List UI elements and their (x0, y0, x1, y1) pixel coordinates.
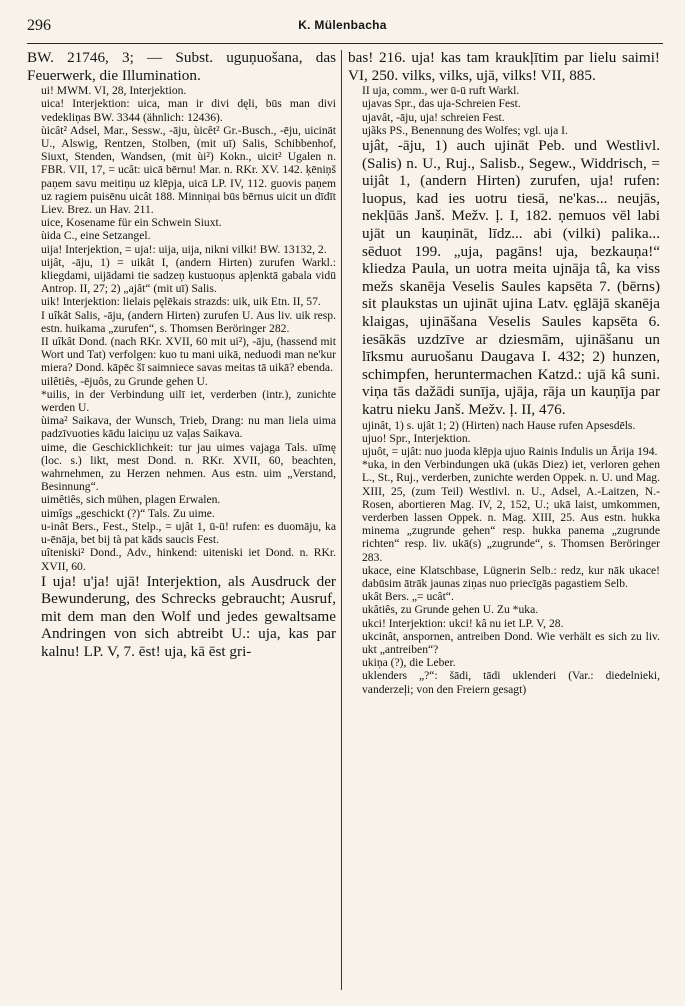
dictionary-entry: ùima² Saikava, der Wunsch, Trieb, Drang: nu man liela uima padzīvuoties kādu laiciņu uz vaļas Saikava. (41, 414, 336, 441)
right-column (348, 49, 660, 999)
dictionary-entry: BW. 21746, 3; — Subst. uguņuošana, das Feuerwerk, die Illumination. (27, 49, 336, 84)
dictionary-entry: *uka, in den Verbindungen ukā (ukās Diez) iet, verloren gehen L., St., Ruj., verderben, zunichte werden Oppek. n. U. und Mag. XIII, 25, (zum Teil) Westlivl. n. U., Adsel, A.-Laitzen, N.-Rosen, abortieren Mag. IV, 2, 152, U.; ukā laist, umkommen, verderben lassen Oppek. n. Mag. XIII, 25. Aus estn. hukka minema „zugrunde gehen“ resp. hukka panema „zugrunde richten“ resp. liv. ukā(s) „zugrunde“, s. Thomsen Beröringer 283. (362, 458, 660, 564)
dictionary-entry: ujuôt, = ujât: nuo juoda klēpja ujuo Rainis Indulis un Ārija 194. (362, 444, 658, 458)
dictionary-entry: uice, Kosename für ein Schwein Siuxt. (41, 216, 222, 230)
dictionary-entry: ukiņa (?), die Leber. (362, 656, 456, 670)
dictionary-entry: uijât, -āju, 1) = uikât I, (andern Hirten) zurufen Warkl.: kliegdami, uijādami tie sadzeņ kustuoņus apļenktā gabala vidū Antrop. II, 27; 2) „ajât“ (mit uī) Salis. (41, 255, 336, 296)
dictionary-entry: ujinât, 1) s. ujât 1; 2) (Hirten) nach Hause rufen Apsesdēls. (362, 418, 636, 432)
dictionary-entry: uimêtiês, sich mühen, plagen Erwalen. (41, 493, 221, 507)
dictionary-entry: ukace, eine Klatschbase, Lügnerin Selb.: redz, kur nāk ukace! dabūsim ātrāk jaunas ziņas nuo priecīgās pagastiem Selb. (362, 563, 660, 590)
dictionary-entry: ùida C., eine Setzangel. (41, 229, 151, 243)
dictionary-entry: ùicât² Adsel, Mar., Sessw., -āju, ùicêt² Gr.-Busch., -ēju, uicināt U., Alswig, Rentzen, Stolben, (mit uī) Salis, Schibbenhof, Siuxt, Stenden, Wandsen, (mit ùi²) Kokn., uicit² Ugalen n. FBR. VII, 17, = ucât: uicā bērnu! Mar. n. RKr. XV. 142. ķēniņš paņem savu meitiņu uz klēpja, uicā LP. IV, 112. guovis paņem uz ragiem puisēnu uicât 188. Minniņai būs bērnus uicit un dīdīt Liev. Brez. un Hav. 211. (41, 123, 336, 217)
dictionary-entry: uklenders „?“: šādi, tādi uklenderi (Var.: diedelnieki, vanderzeļi; von den Freiern gesagt) (362, 669, 660, 696)
dictionary-entry: ujât, -āju, 1) auch ujināt Peb. und Westlivl. (Salis) n. U., Ruj., Salisb., Segew., Widdrisch, = uijât 1, (andern Hirten) zurufen, uja! rufen: luopus, kad ies uotru tiesā, ne'kas... neujās, nekļūās Janš. Mežv. ļ. I, 182. ņemuos vēl labi ujāt un kauņināt, līdz... abi (vilki) palika... sēduot 199. „uja, pagāns! uja, bezkauņa!“ kliedza Paula, un uotra meita ujnāja tâ, ka viss mežs skanēja Veselis Saules kapsēta 7. (bērns) sit plaukstas un ujināt ujina Latv. ęglājā skanēja klaigas, ujināšana Veselis Saules kapsēta 6. iesākās uzdzīve ar dziesmām, ujināšanu un līksmu auruošanu Daugava I. 432; 2) hunzen, schimpfen, heruntermachen Katzd.: ujā kâ suni. viņa tās dažādi sunīja, ujāja, rāja un kauņīja par katru nieku Janš. Mežv. ļ. II, 476. (362, 137, 660, 418)
dictionary-entry: I uîkât Salis, -āju, (andern Hirten) zurufen U. Aus liv. uik resp. estn. huikama „zurufen“, s. Thomsen Beröringer 282. (41, 308, 336, 335)
dictionary-entry: ujavât, -āju, uja! schreien Fest. (362, 110, 505, 124)
dictionary-entry: uija! Interjektion, = uja!: uija, uija, nikni vilki! BW. 13132, 2. (41, 242, 327, 256)
dictionary-entry: uîteniski² Dond., Adv., hinkend: uiteniski iet Dond. n. RKr. XVII, 60. (41, 546, 336, 573)
header-rule (27, 43, 663, 44)
dictionary-entry: uica! Interjektion: uica, man ir divi dęli, būs man divi vedekliņas BW. 3344 (ähnlich: 12436). (41, 97, 336, 124)
dictionary-entry: II uîkât Dond. (nach RKr. XVII, 60 mit ui²), -āju, (hassend mit Wort und Tat) verfolgen: kuo tu mani uikā, neduodi man ne'kur miera? Dond. kāpēc šī saimniece savas meitas tā uikā? ebenda. (41, 335, 336, 375)
dictionary-entry: ukât Bers. „= ucât“. (362, 590, 454, 604)
dictionary-entry: ukci! Interjektion: ukci! kâ nu iet LP. V, 28. (362, 616, 564, 630)
column-divider (341, 50, 342, 990)
dictionary-entry: bas! 216. uja! kas tam kraukļītim par lielu saimi! VI, 250. vilks, vilks, ujā, vilks! VII, 885. (348, 49, 660, 84)
dictionary-entry: I uja! u'ja! ujā! Interjektion, als Ausdruck der Bewunderung, des Schrecks gebraucht; Ausruf, mit dem man den Wolf und jedes gewaltsame Andringen von sich abtreibt U.: uja, kas par kalnu! LP. V, 7. ēst! uja, kā ēst gri- (41, 572, 336, 661)
dictionary-entry: ujavas Spr., das uja-Schreien Fest. (362, 97, 521, 111)
dictionary-entry: u-inât Bers., Fest., Stelp., = ujât 1, ū-ū! rufen: es duomāju, ka u-ēnāja, bet bij tà pat kāds saucis Fest. (41, 519, 336, 547)
dictionary-entry: ujãks PS., Benennung des Wolfes; vgl. uja I. (362, 123, 568, 137)
dictionary-entry: *uilis, in der Verbindung uilī iet, verderben (intr.), zunichte werden U. (41, 387, 336, 415)
dictionary-entry: uilêtiês, -ējuôs, zu Grunde gehen U. (41, 374, 208, 388)
dictionary-entry: uime, die Geschicklichkeit: tur jau uimes vajaga Tals. uīmę (loc. s.) likt, mest Dond. n. RKr. XVII, 60, beachten, wahrnehmen, zu Herzen nehmen. Aus estn. uim „Verstand, Besinnung“. (41, 440, 336, 494)
dictionary-entry: ukcinât, anspornen, antreiben Dond. Wie verhält es sich zu liv. ukt „antreiben“? (362, 629, 660, 656)
dictionary-entry: ujuo! Spr., Interjektion. (362, 431, 471, 445)
page-number: 296 (27, 17, 51, 34)
dictionary-entry: ukâtiês, zu Grunde gehen U. Zu *uka. (362, 603, 539, 617)
dictionary-entry: II uja, comm., wer ū-ū ruft Warkl. (362, 84, 520, 98)
dictionary-entry: uik! Interjektion: lielais pęlēkais strazds: uik, uik Etn. II, 57. (41, 295, 321, 309)
running-head: K. Mülenbacha (298, 18, 387, 32)
dictionary-entry: ui! MWM. VI, 28, Interjektion. (41, 84, 187, 98)
dictionary-entry: uimîgs „geschickt (?)“ Tals. Zu uime. (41, 506, 215, 520)
left-column (27, 49, 336, 999)
